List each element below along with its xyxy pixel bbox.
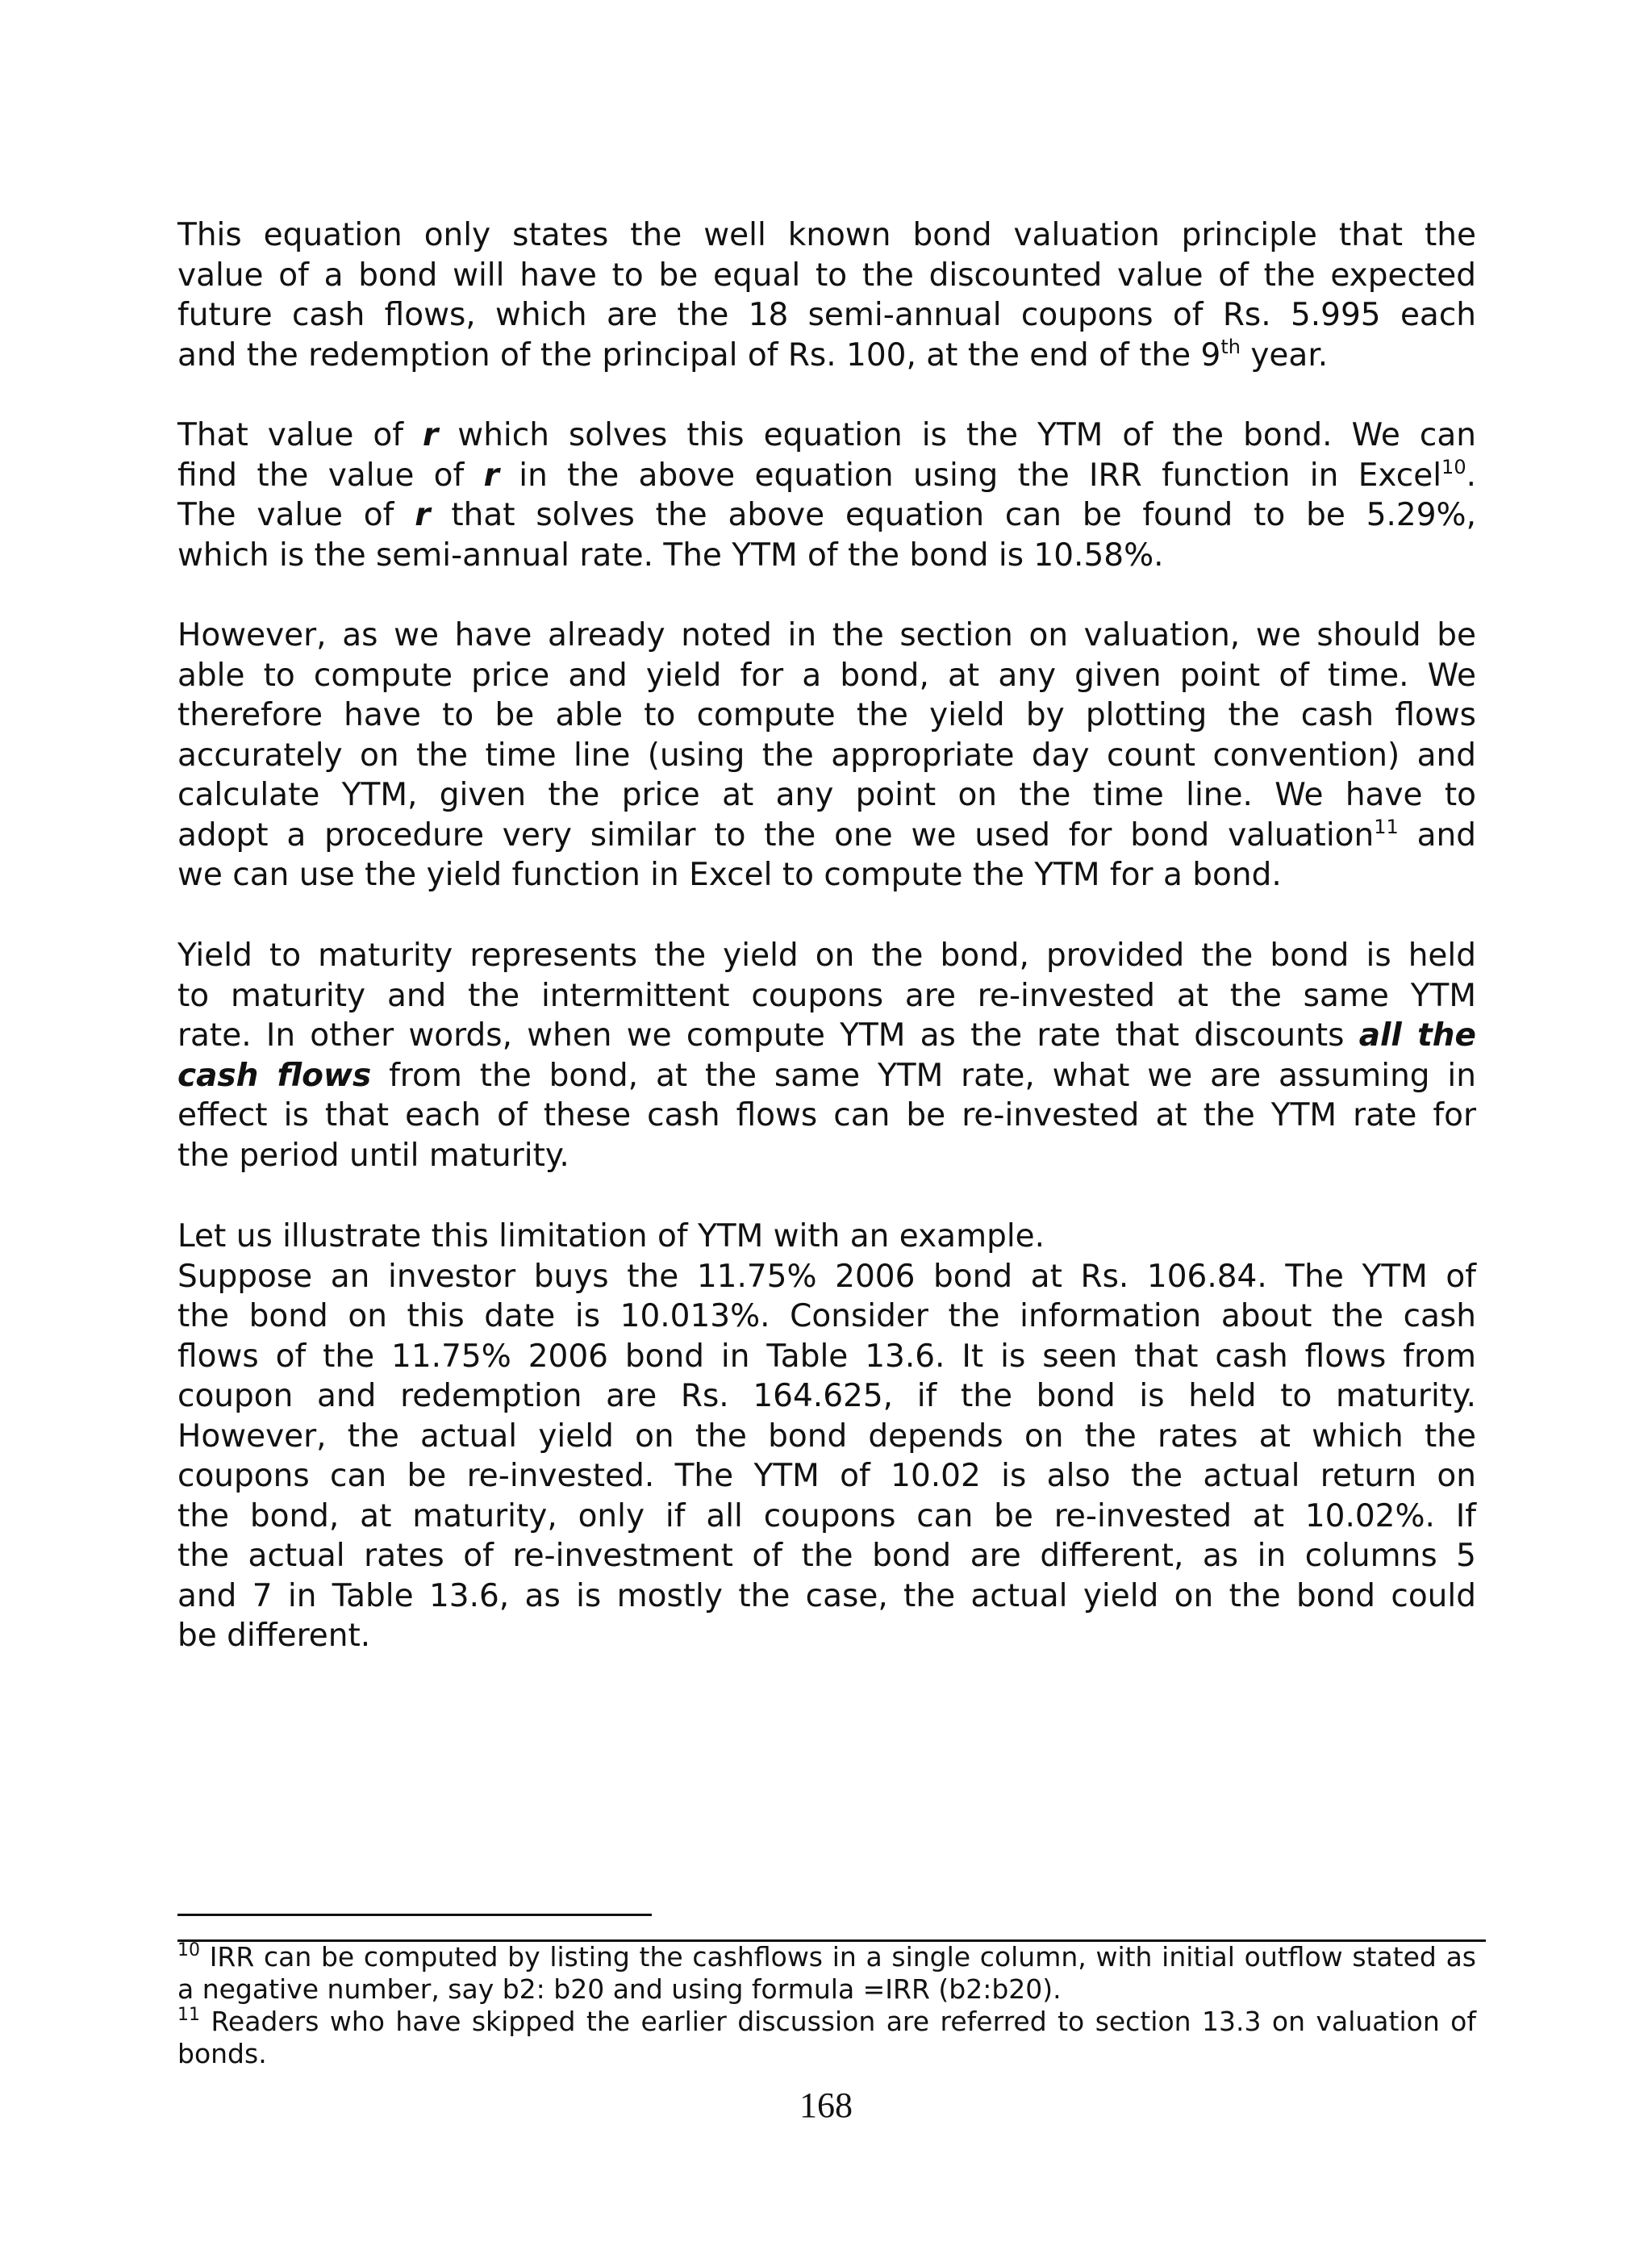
paragraph-2 xyxy=(177,415,1476,575)
paragraph-4 xyxy=(177,936,1476,1175)
text-line: coupon and redemption are Rs. 164.625, if the bond is held to maturity. xyxy=(177,1378,1476,1414)
variable-r: r xyxy=(483,457,499,494)
text-line: flows of the 11.75% 2006 bond in Table 13.6. It is seen that cash flows from xyxy=(177,1338,1476,1375)
superscript: th xyxy=(1220,335,1241,358)
text-line: which is the semi-annual rate. The YTM of the bond is 10.58%. xyxy=(177,536,1164,574)
text-line: calculate YTM, given the price at any point on the time line. We have to xyxy=(177,777,1476,813)
text-line: the actual rates of re-investment of the bond are different, as in columns 5 xyxy=(177,1538,1476,1574)
footnote-ref-10: 10 xyxy=(1441,455,1466,478)
emphasis: all the xyxy=(1358,1017,1477,1054)
text-line: Let us illustrate this limitation of YTM with an example. xyxy=(177,1218,1045,1255)
text-line: effect is that each of these cash flows can be re-invested at the YTM rate for xyxy=(177,1097,1476,1134)
variable-r: r xyxy=(415,497,431,533)
footnote-separator xyxy=(177,1914,652,1916)
text-line: find the value of r in the above equation using the IRR function in Excel$^{10}$. xyxy=(177,455,1476,494)
text-line: cash flows from the bond, at the same YTM rate, what we are assuming in xyxy=(177,1057,1476,1094)
emphasis: cash flows xyxy=(177,1057,372,1094)
text-line: However, as we have already noted in the section on valuation, we should be xyxy=(177,617,1476,653)
footnote-10: $^{10}$ IRR can be computed by listing the cashflows in a single column, with initial outflow stated as xyxy=(177,1940,1476,1973)
text-line: the period until maturity. xyxy=(177,1137,569,1174)
text-line: rate. In other words, when we compute YTM as the rate that discounts all the xyxy=(177,1017,1477,1054)
text-line: accurately on the time line (using the appropriate day count convention) and xyxy=(177,737,1476,774)
text-line: value of a bond will have to be equal to the discounted value of the expected xyxy=(177,257,1476,294)
text-line: to maturity and the intermittent coupons are re-invested at the same YTM xyxy=(177,977,1476,1014)
text-line: That value of r which solves this equation is the YTM of the bond. We can xyxy=(177,417,1476,453)
text-line: be different. xyxy=(177,1618,371,1654)
footnotes xyxy=(177,1941,1476,2070)
footnote-11-cont: bonds. xyxy=(177,2038,267,2069)
text-line: able to compute price and yield for a bond, at any given point of time. We xyxy=(177,657,1476,694)
text-line: This equation only states the well known bond valuation principle that the xyxy=(177,217,1476,253)
text-line: Yield to maturity represents the yield on the bond, provided the bond is held xyxy=(177,937,1476,974)
paragraph-5 xyxy=(177,1217,1476,1656)
variable-r: r xyxy=(423,417,439,453)
text-line: Suppose an investor buys the 11.75% 2006 bond at Rs. 106.84. The YTM of xyxy=(177,1258,1476,1295)
text-line: therefore have to be able to compute the yield by plotting the cash flows xyxy=(177,697,1476,733)
text-line: and the redemption of the principal of Rs. 100, at the end of the 9th year. xyxy=(177,335,1329,374)
footnote-11: $^{11}$ Readers who have skipped the earlier discussion are referred to section 13.3 on valuation of xyxy=(177,2005,1476,2037)
paragraph-3 xyxy=(177,616,1476,896)
footnote-10-cont: a negative number, say b2: b20 and using formula =IRR (b2:b20). xyxy=(177,1973,1062,2005)
footnote-ref-11: 11 xyxy=(1374,815,1399,838)
footnote-number: 10 xyxy=(177,1940,200,1960)
text-line: future cash flows, which are the 18 semi-annual coupons of Rs. 5.995 each xyxy=(177,297,1476,333)
text-line: and 7 in Table 13.6, as is mostly the case, the actual yield on the bond could xyxy=(177,1577,1476,1614)
text-line: The value of r that solves the above equation can be found to be 5.29%, xyxy=(177,497,1476,533)
text-line: we can use the yield function in Excel to compute the YTM for a bond. xyxy=(177,857,1282,893)
footnote-number: 11 xyxy=(177,2005,200,2025)
page-number: 168 xyxy=(799,2085,853,2125)
text-line: However, the actual yield on the bond depends on the rates at which the xyxy=(177,1417,1476,1455)
text-line: the bond on this date is 10.013%. Consider the information about the cash xyxy=(177,1298,1476,1334)
text-line: adopt a procedure very similar to the one we used for bond valuation$^{11}$ and xyxy=(177,815,1476,854)
text-line: coupons can be re-invested. The YTM of 10.02 is also the actual return on xyxy=(177,1458,1476,1494)
text-line: the bond, at maturity, only if all coupons can be re-invested at 10.02%. If xyxy=(177,1497,1476,1534)
paragraph-1 xyxy=(177,215,1476,375)
